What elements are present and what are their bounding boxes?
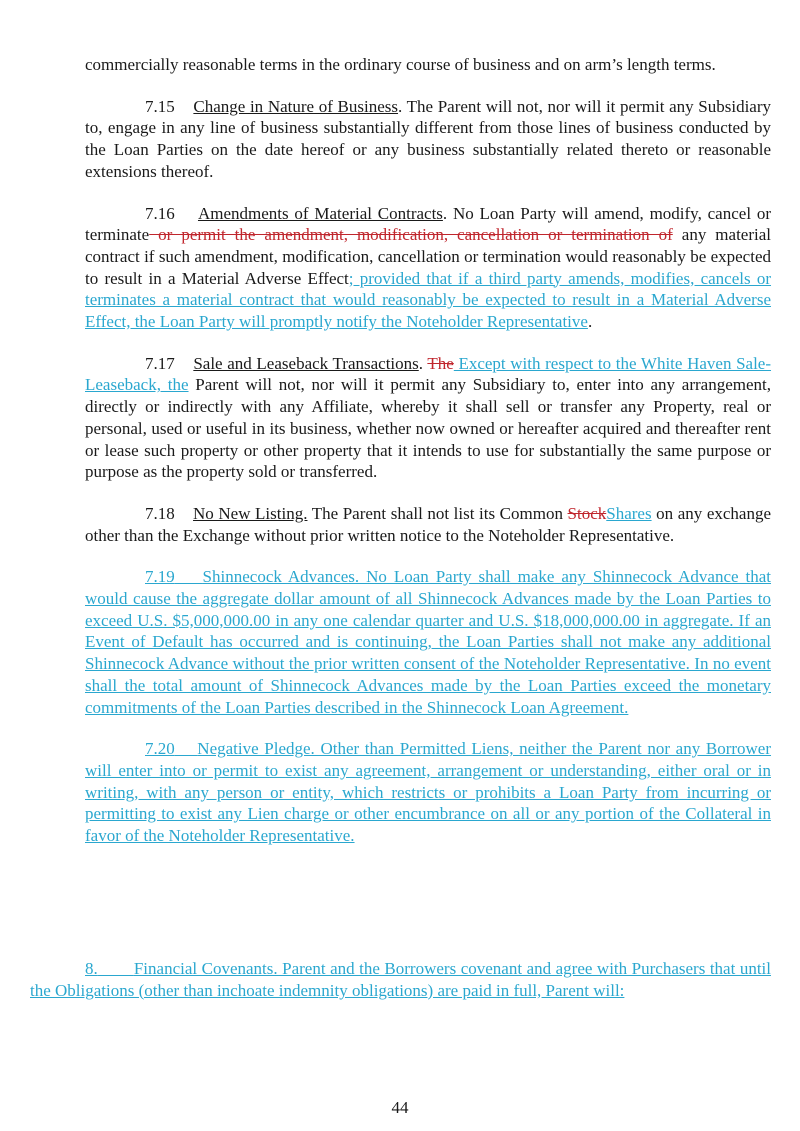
inserted-text: ; provided that if a third party amends, modifies, cancels or terminates a material contract that would reasonably be expected to result in a Material Adverse Effect, the Loan Party will promptly notify the Noteholder Representative xyxy=(85,268,772,332)
section-number: 7.16 xyxy=(145,203,175,223)
section-number: 7.20 xyxy=(145,739,175,759)
section-title: Change in Nature of Business xyxy=(193,96,399,116)
section-number: 7.17 xyxy=(145,353,175,373)
section-number: 7.15 xyxy=(145,96,175,116)
deleted-text: Stock xyxy=(567,503,607,523)
section-8-inserted: 8. Financial Covenants. Parent and the Borrowers covenant and agree with Purchasers that until the Obligations (other than inchoate indemnity obligations) are paid in full, Parent will: xyxy=(30,959,771,1000)
inserted-text: Except with respect to the White Haven Sale-Leaseback, the xyxy=(85,353,772,395)
section-7-20-inserted: 7.20 Negative Pledge. Other than Permitted Liens, neither the Parent nor any Borrower will enter into or permit to exist any agreement, arrangement or understanding, either oral or in writing, with any person or entity, which restricts or prohibits a Loan Party from incurring or permitting to exist any Lien charge or other encumbrance on all or any portion of the Collateral in favor of the Noteholder Representative. xyxy=(85,739,772,846)
section-title: Sale and Leaseback Transactions xyxy=(193,353,419,373)
deleted-text: or permit the amendment, modification, cancellation or termination of xyxy=(149,225,673,245)
page-number: 44 xyxy=(391,1098,409,1117)
document-body xyxy=(85,54,771,867)
section-7-15: 7.15 Change in Nature of Business. The Parent will not, nor will it permit any Subsidiary to, engage in any line of business substantially different from those lines of business conducted by the Loan Parties on the date hereof or any business substantially related thereto or reasonable extensions thereof. xyxy=(85,96,772,181)
section-7-18: 7.18 No New Listing. The Parent shall not list its Common StockShares on any exchange other than the Exchange without prior written notice to the Noteholder Representative. xyxy=(85,503,772,545)
section-7-19-inserted: 7.19 Shinnecock Advances. No Loan Party shall make any Shinnecock Advance that would cause the aggregate dollar amount of all Shinnecock Advances made by the Loan Parties to exceed U.S. $5,000,000.00 in any one calendar quarter and U.S. $18,000,000.00 in aggregate. If an Event of Default has occurred and is continuing, the Loan Parties shall not make any additional Shinnecock Advance without the prior written consent of the Noteholder Representative. In no event shall the total amount of Shinnecock Advances made by the Loan Parties exceed the monetary commitments of the Loan Parties described in the Shinnecock Loan Agreement. xyxy=(85,567,772,717)
carryover-paragraph: commercially reasonable terms in the ordinary course of business and on arm’s length terms. xyxy=(85,55,716,74)
section-title: Amendments of Material Contracts xyxy=(197,203,443,223)
deleted-text: The xyxy=(427,353,454,373)
section-number: 8. xyxy=(85,959,98,978)
section-7-16: 7.16 Amendments of Material Contracts. No Loan Party will amend, modify, cancel or terminate or permit the amendment, modification, cancellation or termination of any material contract if such amendment, modification, cancellation or termination would reasonably be expected to result in a Material Adverse Effect; provided that if a third party amends, modifies, cancels or terminates a material contract that would reasonably be expected to result in a Material Adverse Effect, the Loan Party will promptly notify the Noteholder Representative. xyxy=(85,203,772,332)
inserted-text: Shares xyxy=(606,503,652,523)
section-title: No New Listing. xyxy=(193,503,308,523)
section-number: 7.19 xyxy=(145,567,175,587)
section-number: 7.18 xyxy=(145,503,175,523)
section-7-17: 7.17 Sale and Leaseback Transactions. The Except with respect to the White Haven Sale-Leaseback, the Parent will not, nor will it permit any Subsidiary to, enter into any arrangement, directly or indirectly with any Affiliate, whereby it shall sell or transfer any Property, real or personal, used or useful in its business, whether now owned or hereafter acquired and thereafter rent or lease such property or other property that it intends to use for substantially the same purpose or purpose as the property sold or transferred. xyxy=(85,353,772,482)
